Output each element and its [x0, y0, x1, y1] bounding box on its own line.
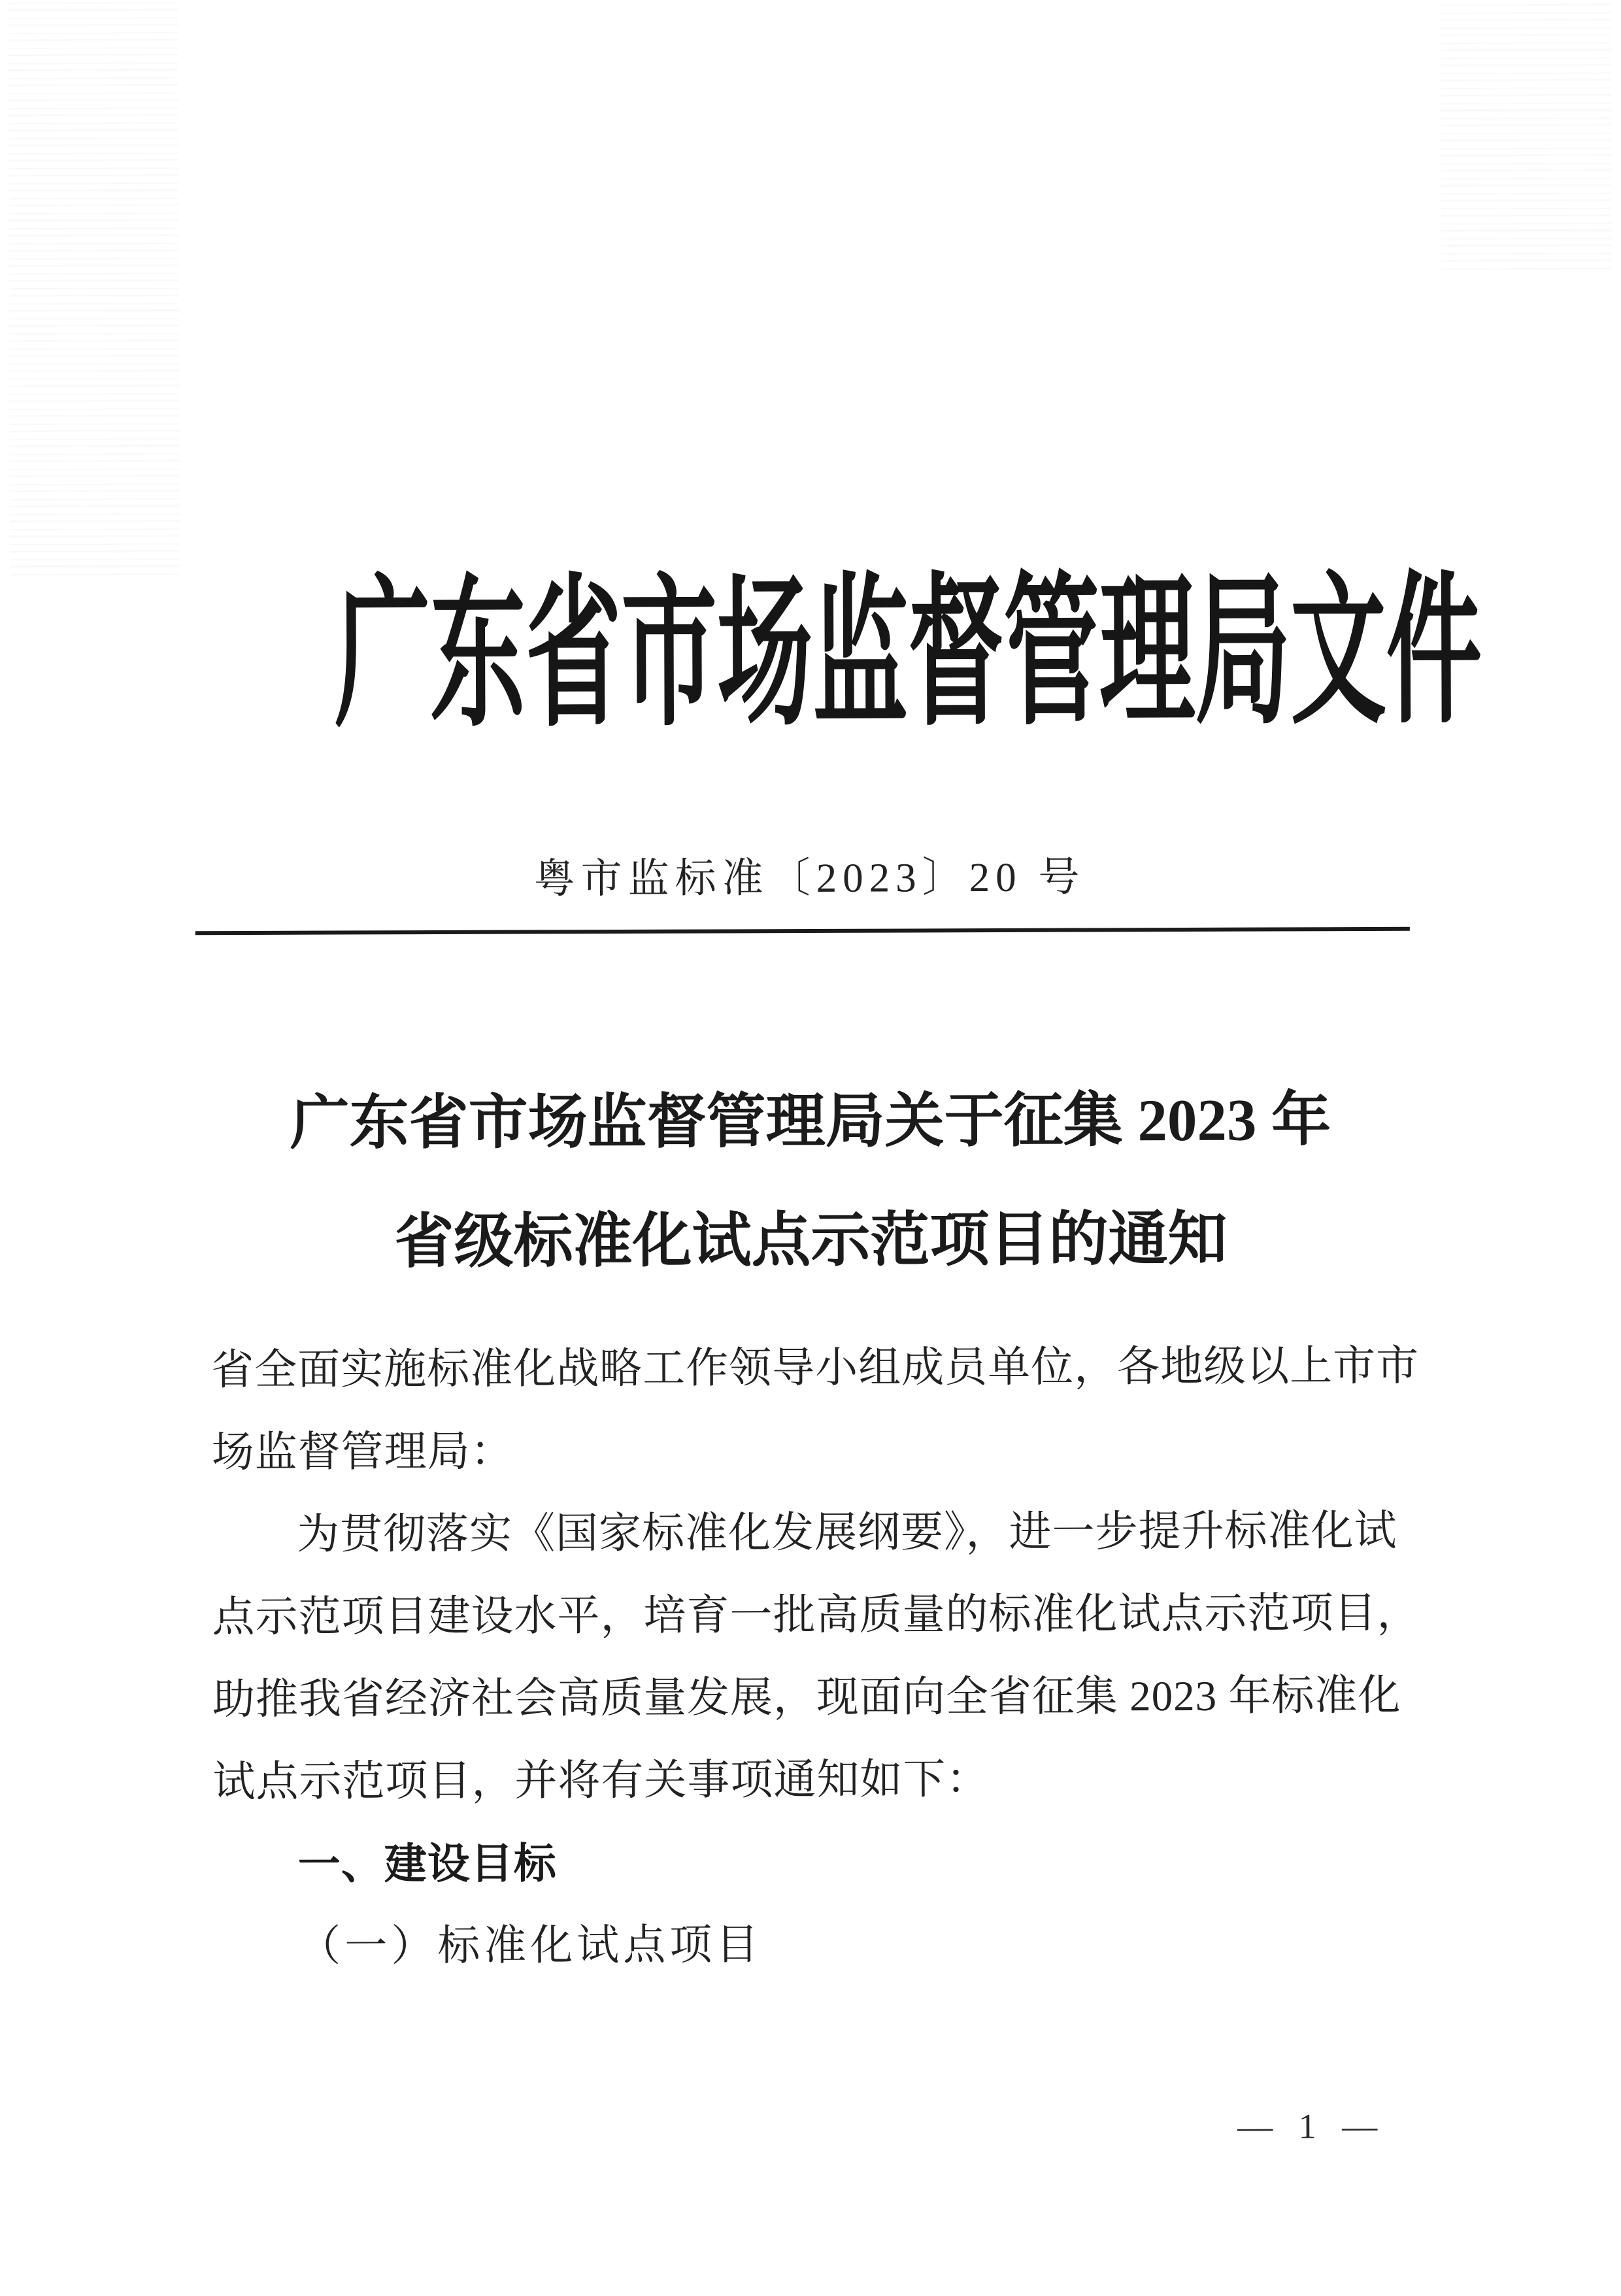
document-number: 粤市监标准〔2023〕20 号	[533, 854, 1086, 902]
paragraph-line-2: 点示范项目建设水平，培育一批高质量的标准化试点示范项目，	[212, 1589, 1420, 1642]
subsection-heading: （一）标准化试点项目	[298, 1921, 763, 1970]
paragraph-line-4: 试点示范项目，并将有关事项通知如下：	[212, 1756, 990, 1806]
section-heading: 一、建设目标	[297, 1839, 557, 1888]
letterhead-title: 广东省市场监督管理局文件	[334, 562, 1482, 747]
document-body	[211, 1325, 1420, 1988]
notice-title-line2: 省级标准化试点示范项目的通知	[394, 1206, 1228, 1275]
letterhead-divider-rule	[195, 927, 1410, 935]
salutation-line-1: 省全面实施标准化战略工作领导小组成员单位，各地级以上市市	[211, 1342, 1420, 1394]
scan-artifact-right	[1441, 0, 1611, 273]
scan-artifact-left	[8, 2, 180, 578]
paragraph-line-3: 助推我省经济社会高质量发展，现面向全省征集 2023 年标准化	[212, 1672, 1401, 1724]
salutation-line-2: 场监督管理局：	[211, 1428, 514, 1477]
notice-title	[0, 1060, 1621, 1304]
paragraph-line-1: 为贯彻落实《国家标准化发展纲要》，进一步提升标准化试	[296, 1507, 1397, 1559]
page-number: — 1 —	[1237, 2106, 1378, 2146]
notice-title-line1: 广东省市场监督管理局关于征集 2023 年	[290, 1087, 1331, 1156]
